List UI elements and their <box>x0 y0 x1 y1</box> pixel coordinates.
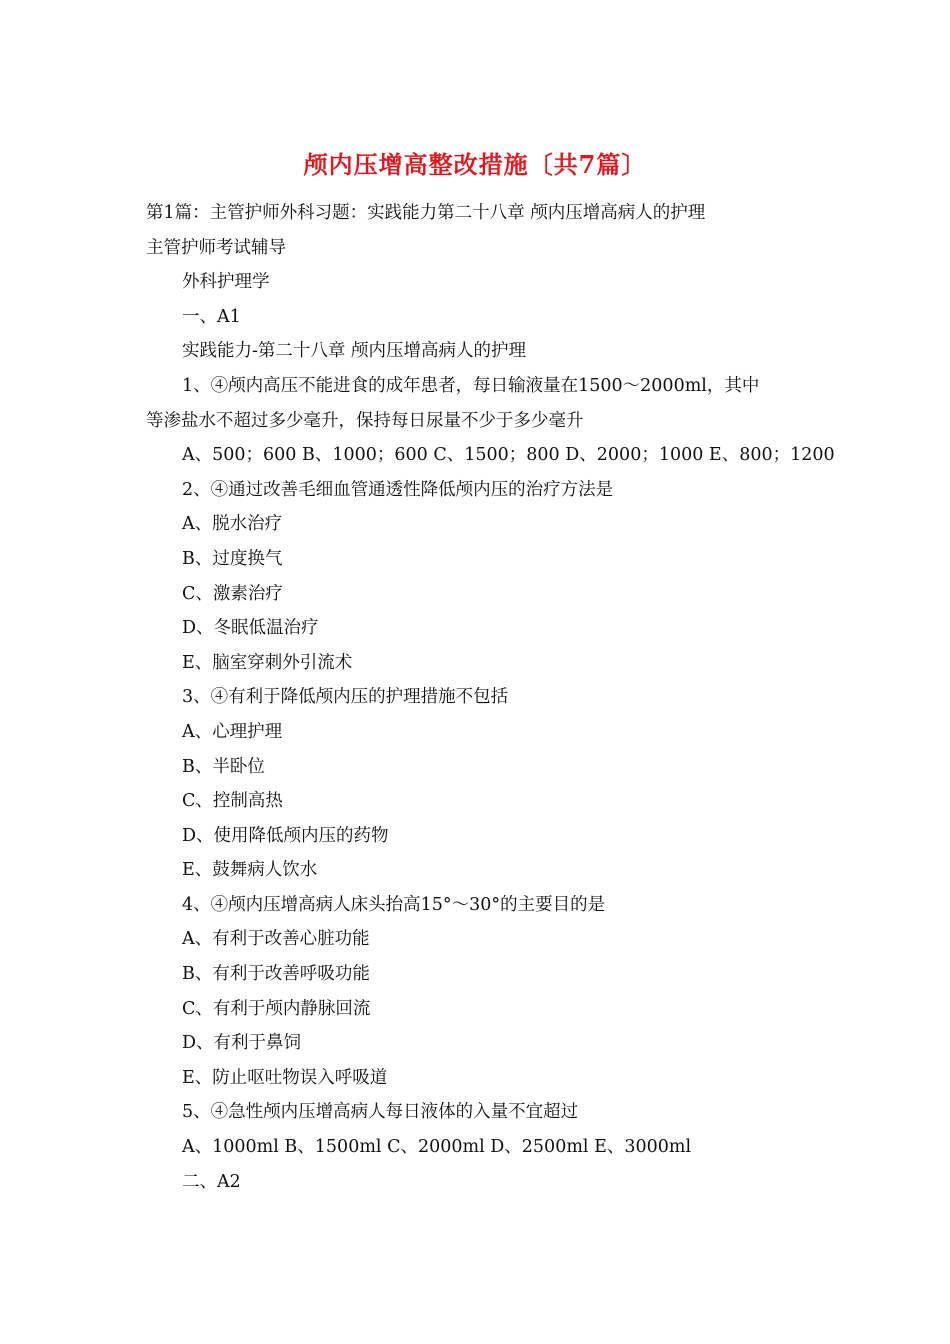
question-3-option-a: A、心理护理 <box>182 721 283 742</box>
chapter-heading: 第1篇：主管护师外科习题：实践能力第二十八章 颅内压增高病人的护理 <box>146 203 706 223</box>
question-4-option-e: E、防止呕吐物误入呼吸道 <box>182 1067 388 1088</box>
document-title: 颅内压增高整改措施〔共7篇〕 <box>303 150 647 179</box>
question-4-option-b: B、有利于改善呼吸功能 <box>182 964 370 985</box>
question-3: 3、④有利于降低颅内压的护理措施不包括 <box>182 687 509 708</box>
question-3-option-d: D、使用降低颅内压的药物 <box>182 825 389 846</box>
question-2-option-a: A、脱水治疗 <box>182 514 283 535</box>
question-3-option-e: E、鼓舞病人饮水 <box>182 860 318 881</box>
subject-line: 外科护理学 <box>182 272 270 293</box>
question-1-line-1: 1、④颅内高压不能进食的成年患者，每日输液量在1500～2000ml，其中 <box>182 375 760 396</box>
section-heading-a1: 一、A1 <box>182 306 241 327</box>
question-5: 5、④急性颅内压增高病人每日液体的入量不宜超过 <box>182 1102 579 1123</box>
question-2-option-e: E、脑室穿刺外引流术 <box>182 652 353 673</box>
question-1-line-2: 等渗盐水不超过多少毫升，保持每日尿量不少于多少毫升 <box>146 410 584 431</box>
chapter-line: 实践能力-第二十八章 颅内压增高病人的护理 <box>182 341 526 362</box>
question-1-options: A、500；600 B、1000；600 C、1500；800 D、2000；1000 E、800；1200 <box>182 445 835 466</box>
question-3-option-c: C、控制高热 <box>182 791 283 812</box>
question-2-option-c: C、激素治疗 <box>182 583 283 604</box>
section-heading-a2: 二、A2 <box>182 1171 241 1192</box>
question-2-option-d: D、冬眠低温治疗 <box>182 618 319 639</box>
question-3-option-b: B、半卧位 <box>182 756 265 777</box>
question-5-options: A、1000ml B、1500ml C、2000ml D、2500ml E、3000ml <box>182 1137 692 1158</box>
question-4-option-c: C、有利于颅内静脉回流 <box>182 998 371 1019</box>
question-4: 4、④颅内压增高病人床头抬高15°～30°的主要目的是 <box>182 894 606 915</box>
question-2: 2、④通过改善毛细血管通透性降低颅内压的治疗方法是 <box>182 479 614 500</box>
question-2-option-b: B、过度换气 <box>182 548 283 569</box>
subtitle-line: 主管护师考试辅导 <box>146 237 286 258</box>
document-body <box>146 196 835 1199</box>
question-4-option-a: A、有利于改善心脏功能 <box>182 929 370 950</box>
question-4-option-d: D、有利于鼻饲 <box>182 1033 302 1054</box>
